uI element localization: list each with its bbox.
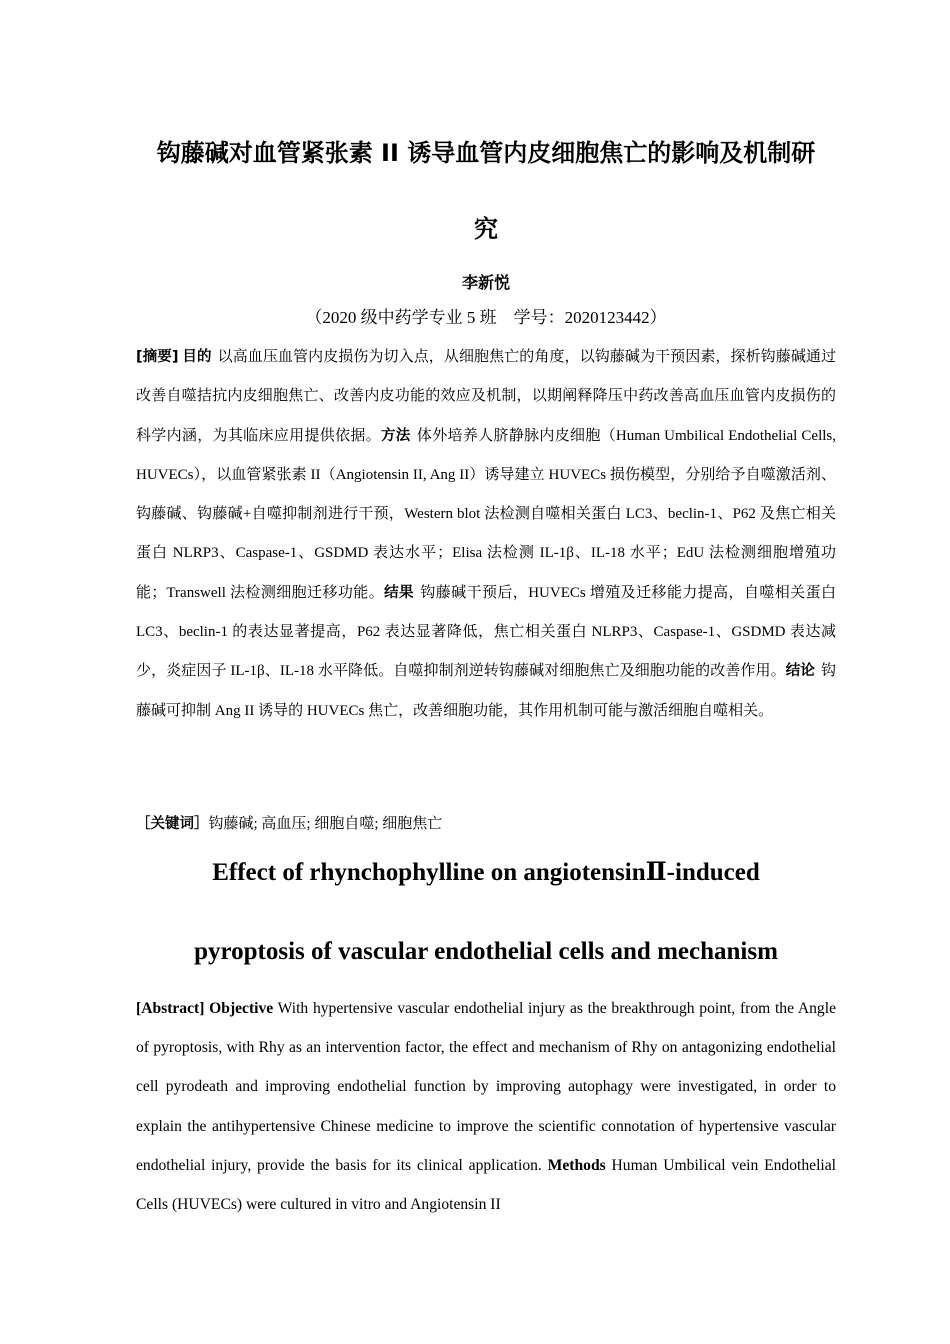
objective-text: 以高血压血管内皮损伤为切入点，从细胞焦亡的角度，以钩藤碱为干预因素，探析钩藤碱通过改善自噬拮抗内皮细胞焦亡、改善内皮功能的效应及机制，以期阐释降压中药改善高血压血管内皮损伤的科学内涵，为其临床应用提供依据。 <box>136 349 836 444</box>
keywords-text: 钩藤碱; 高血压; 细胞自噬; 细胞焦亡 <box>208 816 443 832</box>
abstract-label: [摘要] <box>136 349 179 365</box>
author-name: 李新悦 <box>461 273 510 292</box>
chinese-keywords <box>136 812 836 836</box>
english-methods-text: Human Umbilical vein Endothelial Cells (HUVECs) were cultured in vitro and Angiotensin II <box>136 1156 836 1214</box>
english-abstract-label: [Abstract] <box>136 1000 205 1017</box>
keywords-label: ［关键词］ <box>136 816 209 832</box>
english-methods-label: Methods <box>547 1156 606 1174</box>
english-objective-text: With hypertensive vascular endothelial injury as the breakthrough point, from the Angle of pyroptosis, with Rhy as an intervention factor, the effect and mechanism of Rhy on antagonizing endothelial cell pyrodeath and improving endothelial function by improving autophagy were investigated, in order to explain the antihypertensive Chinese medicine to improve the scientific connotation of hypertensive vascular endothelial injury, provide the basis for its clinical application. <box>136 1000 836 1174</box>
chinese-title-line-2: 究 <box>474 215 498 243</box>
chinese-abstract <box>136 338 836 731</box>
results-text: 钩藤碱干预后，HUVECs 增殖及迁移能力提高，自噬相关蛋白 LC3、beclin-1 的表达显著提高，P62 表达显著降低，焦亡相关蛋白 NLRP3、Caspase-1、GSDMD 表达减少，炎症因子 IL-1β、IL-18 水平降低。自噬抑制剂逆转钩藤碱对细胞焦亡及细胞功能的改善作用。 <box>136 584 837 680</box>
objective-label: 目的 <box>182 349 212 365</box>
conclusion-label: 结论 <box>785 663 815 680</box>
english-abstract <box>136 989 836 1224</box>
methods-label: 方法 <box>380 427 411 444</box>
english-title-line-1: Effect of rhynchophylline on angiotensinⅡ-induced <box>212 859 760 886</box>
conclusion-text: 钩藤碱可抑制 Ang II 诱导的 HUVECs 焦亡，改善细胞功能，其作用机制可能与激活细胞自噬相关。 <box>136 663 836 719</box>
english-objective-label: Objective <box>209 1000 274 1017</box>
author-affiliation: （2020 级中药学专业 5 班 学号：2020123442） <box>305 308 667 327</box>
english-title-line-2: pyroptosis of vascular endothelial cells and mechanism <box>194 938 778 965</box>
chinese-title-line-1: 钩藤碱对血管紧张素 II 诱导血管内皮细胞焦亡的影响及机制研 <box>156 139 816 167</box>
results-label: 结果 <box>384 584 414 601</box>
methods-text: 体外培养人脐静脉内皮细胞（Human Umbilical Endothelial Cells, HUVECs），以血管紧张素 II（Angiotensin II, Ang II）诱导建立 HUVECs 损伤模型，分别给予自噬激活剂、钩藤碱、钩藤碱+自噬抑制剂进行干预，Western blot 法检测自噬相关蛋白 LC3、beclin-1、P62 及焦亡相关蛋白 NLRP3、Caspase-1、GSDMD 表达水平；Elisa 法检测 IL-1β、IL-18 水平；EdU 法检测细胞增殖功能；Transwell 法检测细胞迁移功能。 <box>136 427 836 601</box>
